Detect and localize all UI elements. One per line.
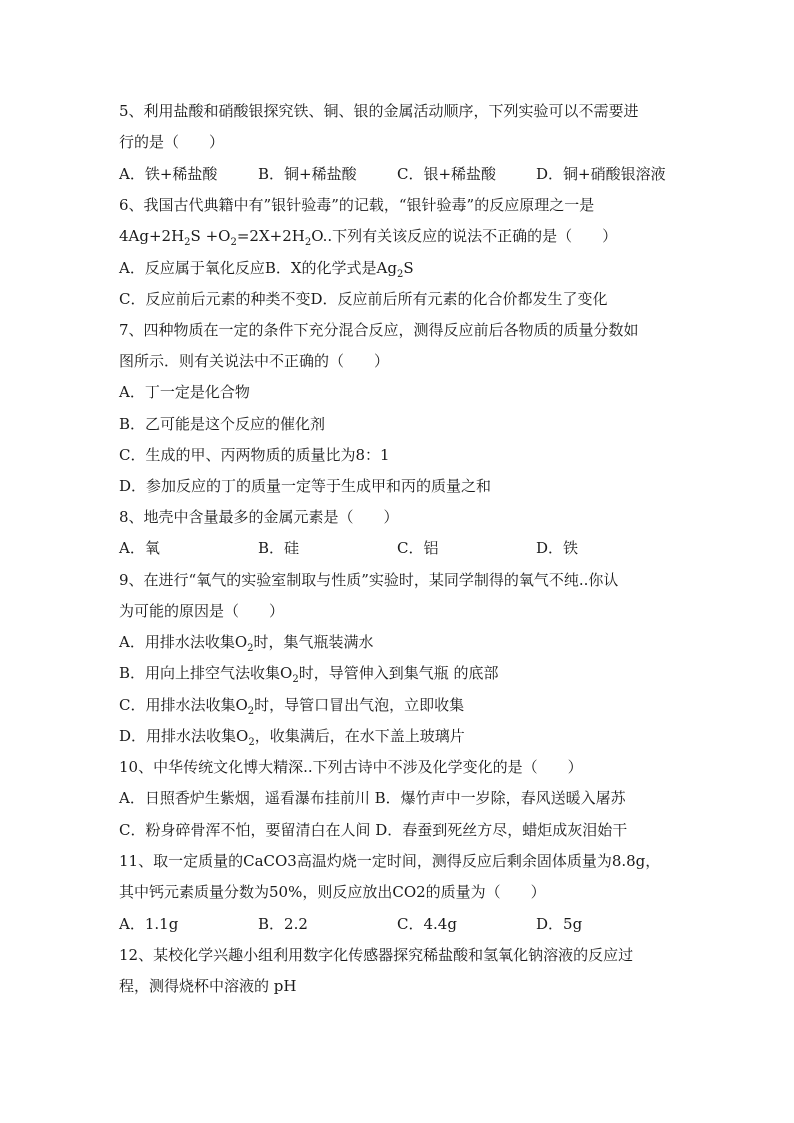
q12-stem-line-1: 12、某校化学兴趣小组利用数字化传感器探究稀盐酸和氢氧化钠溶液的反应过 xyxy=(119,946,634,964)
q9-option-c: C．用排水法收集$O_2$时，导管口冒出气泡，立即收集 xyxy=(119,696,465,717)
q8-option-c: C．铝 xyxy=(397,539,439,557)
q8-option-d: D．铁 xyxy=(536,539,579,557)
q5-stem-line-1: 5、利用盐酸和硝酸银探究铁、铜、银的金属活动顺序，下列实验可以不需要进 xyxy=(119,102,639,120)
q8-options xyxy=(119,538,679,558)
q7-stem-line-2: 图所示．则有关说法中不正确的（ ） xyxy=(119,352,390,370)
q9-option-b: B．用向上排空气法收集$O_2$时，导管伸入到集气瓶 的底部 xyxy=(119,664,499,685)
q9-option-a: A．用排水法收集$O_2$时，集气瓶装满水 xyxy=(119,633,374,654)
q11-option-c: C．4.4g xyxy=(397,915,457,933)
q7-option-c: C．生成的甲、丙两物质的质量比为8：1 xyxy=(119,446,390,464)
q8-stem-line-1: 8、地壳中含量最多的金属元素是（ ） xyxy=(119,508,399,526)
q11-option-d: D．5g xyxy=(536,915,583,933)
q11-stem-line-1: 11、取一定质量的CaCO3高温灼烧一定时间，测得反应后剩余固体质量为8.8g， xyxy=(119,852,661,870)
q5-option-c: C．银+稀盐酸 xyxy=(397,165,497,183)
q5-option-a: A．铁+稀盐酸 xyxy=(119,165,218,183)
q8-option-a: A．氧 xyxy=(119,539,160,557)
q11-option-a: A．1.1g xyxy=(119,915,179,933)
q8-option-b: B．硅 xyxy=(258,539,300,557)
q5-option-b: B．铜+稀盐酸 xyxy=(258,165,357,183)
q10-options-cd: C．粉身碎骨浑不怕，要留清白在人间 D．春蚕到死丝方尽，蜡炬成灰泪始干 xyxy=(119,821,628,839)
q11-stem-line-2: 其中钙元素质量分数为50%，则反应放出CO2的质量为（ ） xyxy=(119,883,546,901)
q11-option-b: B．2.2 xyxy=(258,915,308,933)
q10-options-ab: A．日照香炉生紫烟，遥看瀑布挂前川 B．爆竹声中一岁除，春风送暖入屠苏 xyxy=(119,789,626,807)
q9-stem-line-2: 为可能的原因是（ ） xyxy=(119,602,285,620)
q12-stem-line-2: 程，测得烧杯中溶液的 pH xyxy=(119,977,297,995)
q6-stem-line-1: 6、我国古代典籍中有”银针验毒”的记载，“银针验毒”的反应原理之一是 xyxy=(119,196,595,214)
q7-option-d: D．参加反应的丁的质量一定等于生成甲和丙的质量之和 xyxy=(119,477,492,495)
q7-stem-line-1: 7、四种物质在一定的条件下充分混合反应，测得反应前后各物质的质量分数如 xyxy=(119,321,639,339)
q5-option-d: D．铜+硝酸银溶液 xyxy=(536,165,666,183)
q6-options-cd: C．反应前后元素的种类不变D．反应前后所有元素的化合价都发生了变化 xyxy=(119,290,608,308)
q6-options-ab: A．反应属于氧化反应B．X的化学式是$Ag_2S$ xyxy=(119,259,414,280)
q9-stem-line-1: 9、在进行“氧气的实验室制取与性质”实验时，某同学制得的氧气不纯..你认 xyxy=(119,571,619,589)
q7-option-b: B．乙可能是这个反应的催化剂 xyxy=(119,415,326,433)
q9-option-d: D．用排水法收集$O_2$，收集满后，在水下盖上玻璃片 xyxy=(119,727,465,748)
q11-options xyxy=(119,914,679,934)
q5-options xyxy=(119,164,679,184)
q7-option-a: A．丁一定是化合物 xyxy=(119,383,250,401)
q6-equation-line: $4Ag+2H_2S +O_2=2X+2H_2O$..下列有关该反应的说法不正确的是（ ） xyxy=(119,227,618,248)
q10-stem-line-1: 10、中华传统文化博大精深..下列古诗中不涉及化学变化的是（ ） xyxy=(119,758,583,776)
q5-stem-line-2: 行的是（ ） xyxy=(119,133,225,151)
